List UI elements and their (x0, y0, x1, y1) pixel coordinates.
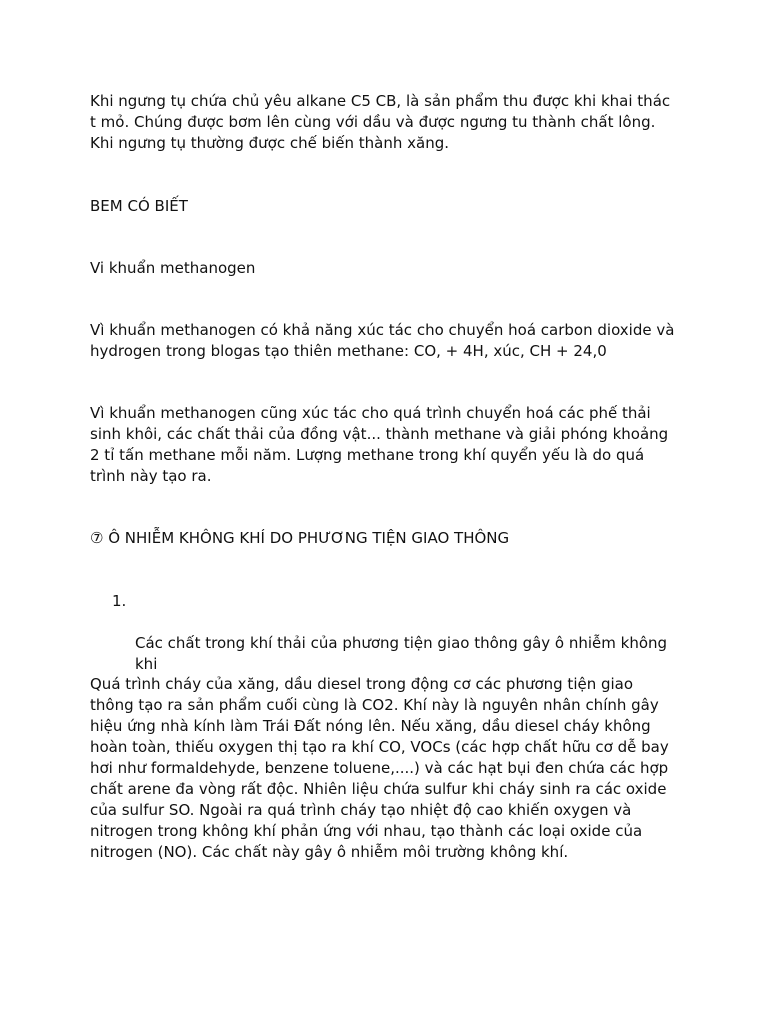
numbered-list (90, 591, 690, 675)
paragraph-methanogen-waste: Vì khuẩn methanogen cũng xúc tác cho quá trình chuyển hoá các phế thải sinh khôi, các chất thải của đồng vật... thành methane và giải phóng khoảng 2 tỉ tấn methane mỗi năm. Lượng methane trong khí quyển yếu là do quá trình này tạo ra. (90, 404, 669, 485)
heading-did-you-know: BEM CÓ BIẾT (90, 197, 188, 215)
list-item (90, 591, 690, 675)
paragraph-combustion: Quá trình cháy của xăng, dầu diesel trong động cơ các phương tiện giao thông tạo ra sản phẩm cuối cùng là CO2. Khí này là nguyên nhân chính gây hiệu ứng nhà kính làm Trái Đất nóng lên. Nếu xăng, dầu diesel cháy không hoàn toàn, thiếu oxygen thị tạo ra khí CO, VOCs (các hợp chất hữu cơ dễ bay hơi như formaldehyde, benzene toluene,....) và các hạt bụi đen chứa các hợp chất arene đa vòng rất độc. Nhiên liệu chứa sulfur khi cháy sinh ra các oxide của sulfur SO. Ngoài ra quá trình cháy tạo nhiệt độ cao khiến oxygen và nitrogen trong không khí phản ứng với nhau, tạo thành các loại oxide của nitrogen (NO). Các chất này gây ô nhiễm môi trường không khí. (90, 675, 669, 861)
list-item-text: Các chất trong khí thải của phương tiện giao thông gây ô nhiễm không khi (135, 634, 668, 673)
list-item-number: 1. (112, 592, 127, 610)
heading-methanogen: Vi khuẩn methanogen (90, 259, 256, 277)
paragraph-condensate: Khi ngưng tụ chứa chủ yêu alkane C5 CB, là sản phẩm thu được khi khai thác t mỏ. Chúng được bơm lên cùng với dầu và được ngưng tu thành chất lông. Khi ngưng tụ thường được chế biến thành xăng. (90, 92, 671, 152)
paragraph-methanogen-catalysis: Vì khuẩn methanogen có khả năng xúc tác cho chuyển hoá carbon dioxide và hydrogen trong blogas tạo thiên methane: CO, + 4H, xúc, CH + 24,0 (90, 321, 675, 360)
heading-traffic-pollution: ⑦ Ô NHIỄM KHÔNG KHÍ DO PHƯƠNG TIỆN GIAO THÔNG (90, 529, 510, 547)
